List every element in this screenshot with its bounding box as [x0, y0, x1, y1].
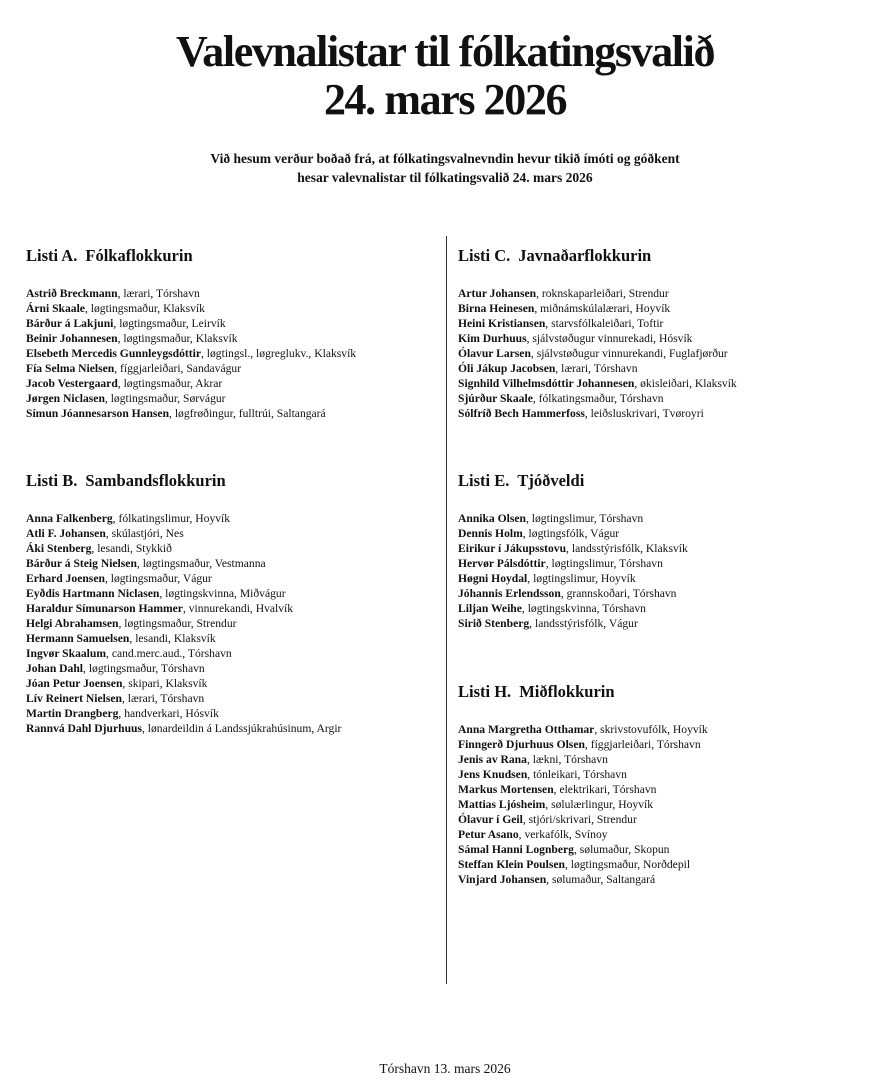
candidate-details: , handverkari, Hósvík: [118, 707, 219, 720]
candidate-name: Óli Jákup Jacobsen: [458, 362, 556, 375]
candidate-name: Høgni Hoydal: [458, 572, 528, 585]
candidate-list: [458, 511, 688, 631]
candidate-name: Hermann Samuelsen: [26, 632, 130, 645]
list-heading: [458, 682, 708, 702]
candidate-details: , elektrikari, Tórshavn: [553, 783, 657, 796]
party-name: Javnaðarflokkurin: [518, 246, 652, 265]
candidate-details: , løgtingsmaður, Norðdepil: [564, 858, 691, 871]
candidate-details: , starvsfólkaleiðari, Toftir: [545, 317, 664, 330]
candidate-name: Annika Olsen: [458, 512, 526, 525]
candidate-details: , cand.merc.aud., Tórshavn: [106, 647, 232, 660]
candidate-name: Mattias Ljósheim: [458, 798, 546, 811]
place-and-date: Tórshavn 13. mars 2026: [379, 1061, 511, 1076]
list-label: Listi A.: [26, 246, 78, 265]
candidate-list: [26, 286, 356, 421]
candidate-entry: [26, 661, 341, 676]
candidate-details: , løgtingsmaður, Klaksvík: [84, 302, 205, 315]
candidate-details: , løgfrøðingur, fulltrúi, Saltangará: [169, 407, 326, 420]
candidate-name: Símun Jóannesarson Hansen: [26, 407, 170, 420]
candidate-details: , løgtingslimur, Tórshavn: [525, 512, 644, 525]
candidate-name: Heini Kristiansen: [458, 317, 546, 330]
candidate-details: , fólkatingslimur, Hoyvík: [112, 512, 231, 525]
candidate-name: Kim Durhuus: [458, 332, 527, 345]
candidate-list: [26, 511, 341, 736]
candidate-details: , sølulærlingur, Hoyvík: [545, 798, 654, 811]
candidate-details: , miðnámskúlalærari, Hoyvík: [534, 302, 671, 315]
candidate-details: , landsstýrisfólk, Klaksvík: [566, 542, 688, 555]
candidate-details: , lærari, Tórshavn: [121, 692, 205, 705]
candidate-entry: [458, 812, 708, 827]
candidate-entry: [26, 676, 341, 691]
candidate-details: , leiðsluskrivari, Tvøroyri: [584, 407, 704, 420]
candidate-entry: [26, 646, 341, 661]
candidate-name: Vinjard Johansen: [458, 873, 547, 886]
candidate-entry: [458, 797, 708, 812]
candidate-name: Ingvør Skaalum: [26, 647, 107, 660]
title-line-1: Valevnalistar til fólkatingsvalið: [175, 27, 715, 76]
list-b: [26, 471, 341, 736]
candidate-name: Johan Dahl: [26, 662, 84, 675]
candidate-entry: [26, 541, 341, 556]
candidate-name: Beinir Johannesen: [26, 332, 118, 345]
candidate-entry: [26, 346, 356, 361]
candidate-details: , løgtingslimur, Tórshavn: [545, 557, 663, 570]
list-label: Listi C.: [458, 246, 511, 265]
list-heading: [458, 471, 688, 491]
candidate-name: Jacob Vestergaard: [26, 377, 118, 390]
candidate-details: , lærari, Tórshavn: [117, 287, 200, 300]
candidate-details: , løgtingsmaður, Strendur: [118, 617, 237, 630]
candidate-details: , sølumaður, Saltangará: [546, 873, 656, 886]
candidate-entry: [26, 526, 341, 541]
candidate-name: Jens Knudsen: [458, 768, 528, 781]
candidate-name: Finngerð Djurhuus Olsen: [458, 738, 585, 751]
candidate-entry: [26, 376, 356, 391]
candidate-name: Anna Margretha Otthamar: [458, 723, 595, 736]
candidate-name: Artur Johansen: [458, 287, 537, 300]
candidate-name: Ólavur Larsen: [458, 347, 531, 360]
candidate-details: , lønardeildin á Landssjúkrahúsinum, Argir: [141, 722, 342, 735]
candidate-entry: [26, 721, 341, 736]
column-divider: [446, 236, 447, 984]
candidate-name: Liljan Weihe: [458, 602, 522, 615]
candidate-name: Áki Stenberg: [26, 542, 92, 555]
candidate-details: , løgtingsfólk, Vágur: [522, 527, 620, 540]
candidate-details: , verkafólk, Svínoy: [518, 828, 608, 841]
candidate-name: Árni Skaale: [26, 302, 85, 315]
candidate-entry: [458, 601, 688, 616]
candidate-name: Eirikur í Jákupsstovu: [458, 542, 567, 555]
candidate-entry: [26, 616, 341, 631]
candidate-name: Sirið Stenberg: [458, 617, 530, 630]
candidate-entry: [26, 301, 356, 316]
candidate-entry: [26, 361, 356, 376]
list-label: Listi H.: [458, 682, 512, 701]
candidate-entry: [458, 376, 737, 391]
candidate-entry: [26, 286, 356, 301]
candidate-entry: [458, 526, 688, 541]
candidate-details: , vinnurekandi, Hvalvík: [182, 602, 294, 615]
candidate-details: , fólkatingsmaður, Tórshavn: [532, 392, 664, 405]
candidate-entry: [458, 872, 708, 887]
list-heading: [26, 246, 356, 266]
candidate-name: Jørgen Niclasen: [26, 392, 105, 405]
candidate-entry: [458, 346, 737, 361]
announcement-text: [0, 149, 890, 187]
candidate-name: Eyðdis Hartmann Niclasen: [26, 587, 160, 600]
candidate-details: , landsstýrisfólk, Vágur: [529, 617, 638, 630]
candidate-name: Jóan Petur Joensen: [26, 677, 123, 690]
candidate-name: Astrið Breckmann: [26, 287, 118, 300]
candidate-name: Bárður á Lakjuni: [26, 317, 114, 330]
page-title: [0, 28, 890, 124]
candidate-entry: [26, 511, 341, 526]
candidate-list: [458, 722, 708, 887]
candidate-entry: [26, 406, 356, 421]
candidate-entry: [26, 571, 341, 586]
candidate-details: , sjálvstøðugur vinnurekandi, Fuglafjørður: [530, 347, 728, 360]
list-e: [458, 471, 688, 631]
party-name: Tjóðveldi: [517, 471, 585, 490]
candidate-details: , fíggjarleiðari, Sandavágur: [114, 362, 242, 375]
candidate-details: , løgtingsmaður, Klaksvík: [117, 332, 238, 345]
candidate-name: Erhard Joensen: [26, 572, 105, 585]
candidate-entry: [458, 286, 737, 301]
candidate-entry: [458, 301, 737, 316]
candidate-entry: [26, 601, 341, 616]
candidate-entry: [26, 586, 341, 601]
candidate-entry: [458, 752, 708, 767]
candidate-name: Rannvá Dahl Djurhuus: [26, 722, 142, 735]
candidate-details: , lækni, Tórshavn: [526, 753, 608, 766]
candidate-details: , skipari, Klaksvík: [122, 677, 208, 690]
candidate-details: , lærari, Tórshavn: [555, 362, 638, 375]
candidate-name: Atli F. Johansen: [26, 527, 106, 540]
candidate-name: Petur Asano: [458, 828, 519, 841]
party-name: Miðflokkurin: [519, 682, 615, 701]
candidate-details: , løgtingsmaður, Vágur: [104, 572, 212, 585]
candidate-name: Anna Falkenberg: [26, 512, 113, 525]
candidate-details: , sjálvstøðugur vinnurekadi, Hósvík: [526, 332, 693, 345]
candidate-details: , løgtingskvinna, Miðvágur: [159, 587, 286, 600]
candidate-entry: [458, 827, 708, 842]
candidate-entry: [458, 722, 708, 737]
candidate-list: [458, 286, 737, 421]
candidate-name: Fía Selma Nielsen: [26, 362, 115, 375]
candidate-name: Lív Reinert Nielsen: [26, 692, 122, 705]
party-name: Sambandsflokkurin: [85, 471, 226, 490]
candidate-name: Steffan Klein Poulsen: [458, 858, 565, 871]
candidate-entry: [26, 556, 341, 571]
list-a: [26, 246, 356, 421]
candidate-name: Bárður á Steig Nielsen: [26, 557, 137, 570]
candidate-details: , løgtingsl., løgreglukv., Klaksvík: [200, 347, 357, 360]
candidate-name: Markus Mortensen: [458, 783, 554, 796]
candidate-details: , stjóri/skrivari, Strendur: [522, 813, 637, 826]
candidate-entry: [458, 616, 688, 631]
candidate-details: , lesandi, Klaksvík: [129, 632, 216, 645]
candidate-entry: [458, 361, 737, 376]
candidate-details: , skrivstovufólk, Hoyvík: [594, 723, 708, 736]
candidate-details: , løgtingsmaður, Sørvágur: [104, 392, 226, 405]
candidate-entry: [458, 586, 688, 601]
candidate-entry: [458, 767, 708, 782]
candidate-details: , løgtingsmaður, Akrar: [117, 377, 223, 390]
candidate-entry: [458, 511, 688, 526]
candidate-name: Martin Drangberg: [26, 707, 119, 720]
candidate-name: Helgi Abrahamsen: [26, 617, 119, 630]
candidate-entry: [458, 571, 688, 586]
candidate-entry: [458, 406, 737, 421]
candidate-name: Dennis Holm: [458, 527, 523, 540]
announcement-line-2: hesar valevnalistar til fólkatingsvalið 24. mars 2026: [297, 170, 593, 185]
candidate-name: Haraldur Símunarson Hammer: [26, 602, 183, 615]
candidate-name: Ólavur í Geil: [458, 813, 523, 826]
list-label: Listi E.: [458, 471, 510, 490]
candidate-entry: [458, 556, 688, 571]
candidate-details: , roknskaparleiðari, Strendur: [536, 287, 669, 300]
list-label: Listi B.: [26, 471, 78, 490]
announcement-line-1: Við hesum verður boðað frá, at fólkatingsvalnevndin hevur tikið ímóti og góðkent: [210, 151, 680, 166]
candidate-entry: [458, 857, 708, 872]
candidate-entry: [458, 316, 737, 331]
title-line-2: 24. mars 2026: [323, 75, 567, 124]
candidate-name: Signhild Vilhelmsdóttir Johannesen: [458, 377, 635, 390]
candidate-entry: [26, 391, 356, 406]
candidate-name: Sjúrður Skaale: [458, 392, 533, 405]
candidate-name: Sólfríð Bech Hammerfoss: [458, 407, 585, 420]
candidate-details: , skúlastjóri, Nes: [105, 527, 184, 540]
candidate-name: Hervør Pálsdóttir: [458, 557, 546, 570]
party-name: Fólkaflokkurin: [85, 246, 193, 265]
candidate-entry: [26, 631, 341, 646]
candidate-entry: [458, 737, 708, 752]
candidate-details: , sølumaður, Skopun: [573, 843, 670, 856]
candidate-details: , økisleiðari, Klaksvík: [634, 377, 737, 390]
candidate-entry: [26, 316, 356, 331]
candidate-entry: [458, 331, 737, 346]
candidate-details: , lesandi, Stykkið: [91, 542, 172, 555]
list-h: [458, 682, 708, 887]
candidate-entry: [26, 331, 356, 346]
candidate-details: , løgtingsmaður, Leirvík: [113, 317, 226, 330]
candidate-name: Birna Heinesen: [458, 302, 535, 315]
candidate-name: Sámal Hanni Lognberg: [458, 843, 574, 856]
candidate-entry: [458, 391, 737, 406]
list-c: [458, 246, 737, 421]
candidate-details: , løgtingskvinna, Tórshavn: [521, 602, 646, 615]
candidate-entry: [458, 842, 708, 857]
candidate-entry: [458, 541, 688, 556]
candidate-details: , tónleikari, Tórshavn: [527, 768, 627, 781]
candidate-details: , løgtingslimur, Hoyvík: [527, 572, 636, 585]
candidate-entry: [26, 706, 341, 721]
candidate-details: , løgtingsmaður, Tórshavn: [83, 662, 205, 675]
candidate-details: , fíggjarleiðari, Tórshavn: [584, 738, 701, 751]
list-heading: [26, 471, 341, 491]
candidate-name: Jóhannis Erlendsson: [458, 587, 561, 600]
candidate-entry: [26, 691, 341, 706]
candidate-name: Jenis av Rana: [458, 753, 527, 766]
list-heading: [458, 246, 737, 266]
candidate-name: Elsebeth Mercedis Gunnleygsdóttir: [26, 347, 201, 360]
candidate-entry: [458, 782, 708, 797]
candidate-details: , grannskoðari, Tórshavn: [560, 587, 677, 600]
candidate-details: , løgtingsmaður, Vestmanna: [136, 557, 266, 570]
